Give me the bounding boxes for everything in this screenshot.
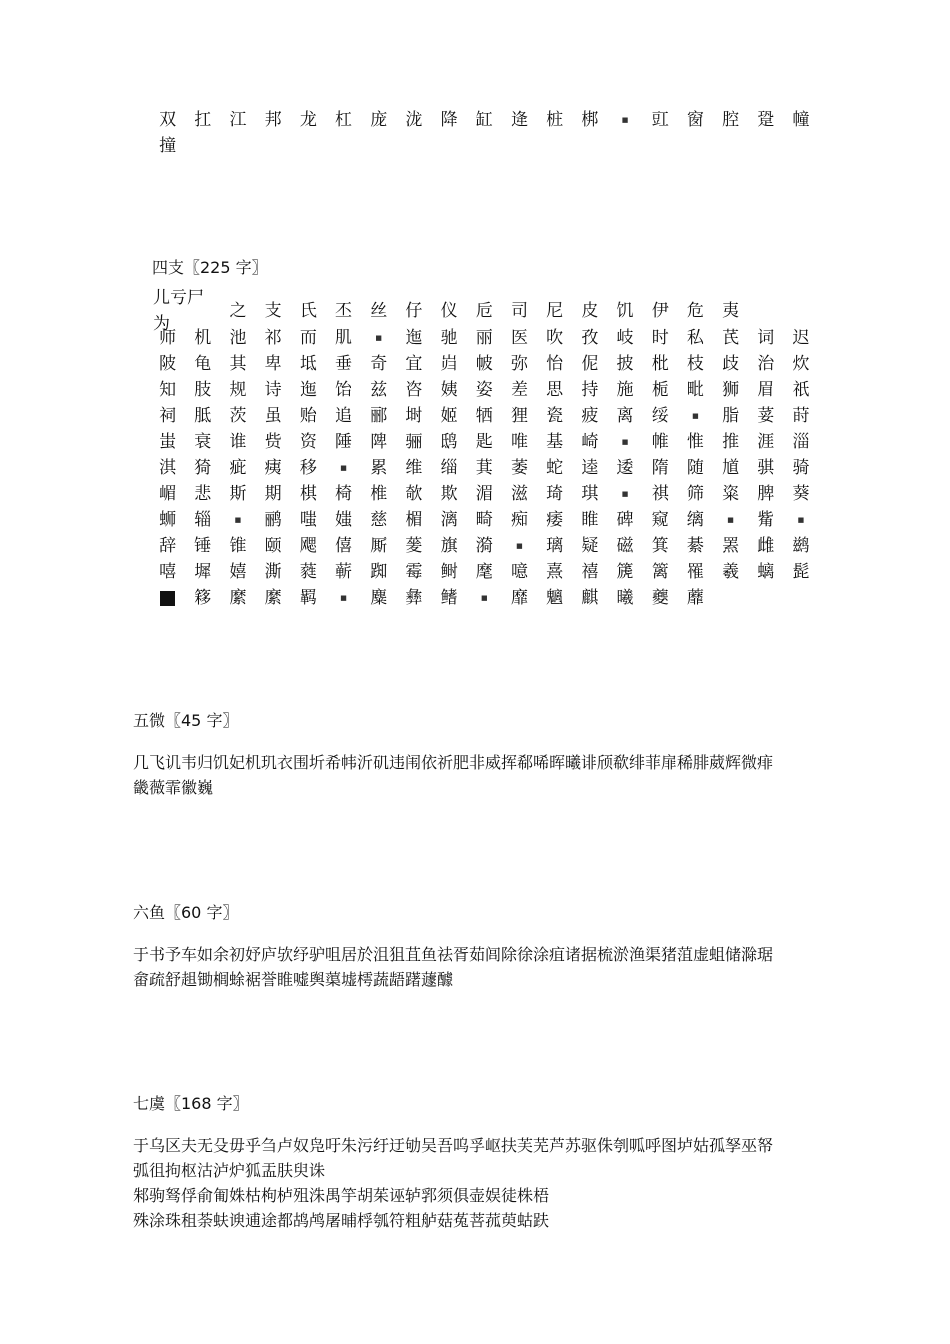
char-cell: 窥: [651, 510, 669, 530]
section4-heading: 四支〖225 字〗: [152, 258, 268, 277]
char-cell: 羁: [299, 588, 317, 608]
char-cell: 祁: [264, 328, 282, 348]
char-cell: ■: [516, 542, 523, 550]
char-cell: 蕤: [299, 562, 317, 582]
char-cell: 降: [440, 110, 458, 130]
char-cell: 肢: [194, 380, 212, 400]
char-cell: 欹: [405, 484, 423, 504]
char-cell: 蕲: [335, 562, 353, 582]
char-cell: 蚩: [159, 432, 177, 452]
char-cell: 媸: [335, 510, 353, 530]
char-cell: 维: [405, 458, 423, 478]
char-cell: 鳍: [440, 588, 458, 608]
char-cell: 琦: [546, 484, 564, 504]
char-cell: 缁: [440, 458, 458, 478]
char-cell: 泷: [405, 110, 423, 130]
char-cell: ■: [621, 490, 629, 498]
char-cell: 缡: [686, 510, 704, 530]
char-cell: 僖: [335, 536, 353, 556]
char-cell: 其: [229, 354, 247, 374]
char-cell: 祺: [651, 484, 669, 504]
char-cell: 弥: [510, 354, 528, 374]
section4-row: [150, 481, 819, 507]
char-cell: 扛: [194, 110, 212, 130]
char-cell: 縻: [229, 588, 247, 608]
char-cell: 祇: [792, 380, 810, 400]
char-cell: 杠: [335, 110, 353, 130]
char-cell: 谁: [229, 432, 247, 452]
char-cell: 皮: [581, 301, 599, 321]
char-cell: 嵋: [159, 484, 177, 504]
char-cell: 羲: [722, 562, 740, 582]
char-cell: 夔: [651, 588, 669, 608]
char-cell: 辞: [159, 536, 177, 556]
char-cell: ■: [375, 334, 383, 342]
char-cell: 魑: [546, 588, 564, 608]
char-cell: 飔: [299, 536, 317, 556]
char-cell: 碑: [616, 510, 634, 530]
char-cell: 麒: [581, 588, 599, 608]
char-cell: 祠: [159, 406, 177, 426]
char-cell: 嗤: [299, 510, 317, 530]
char-cell: 眉: [757, 380, 775, 400]
char-cell: 尼: [546, 301, 564, 321]
section7-line-4: 殊涂珠租荼蚨谀逋途都鸪鸬屠晡桴瓠符粗舻菇菟菩菰萸蛄趺: [133, 1211, 550, 1230]
char-cell: 漪: [475, 536, 493, 556]
char-cell: 期: [264, 484, 282, 504]
char-cell: 姿: [475, 380, 493, 400]
char-cell: 吹: [546, 328, 564, 348]
char-cell: 蓌: [405, 536, 423, 556]
char-cell: 岿: [440, 354, 458, 374]
section7-heading: 七虞〖168 字〗: [133, 1094, 249, 1113]
char-cell: 欺: [440, 484, 458, 504]
char-cell: 豇: [651, 110, 669, 130]
section5-paragraph: [133, 750, 823, 800]
char-cell: 栀: [651, 380, 669, 400]
char-cell: 蛳: [159, 510, 177, 530]
char-cell: 瓷: [546, 406, 564, 426]
char-cell: 诗: [264, 380, 282, 400]
char-cell: 披: [616, 354, 634, 374]
char-cell: 鹂: [264, 510, 282, 530]
char-cell: 支: [264, 301, 282, 321]
char-cell: 迤: [299, 380, 317, 400]
char-cell: 枇: [651, 354, 669, 374]
char-cell: 疲: [581, 406, 599, 426]
char-cell: 骐: [757, 458, 775, 478]
char-cell: 迟: [792, 328, 810, 348]
char-cell: 施: [616, 380, 634, 400]
char-cell: 规: [229, 380, 247, 400]
char-cell: 梆: [581, 110, 599, 130]
char-cell: 觜: [757, 510, 775, 530]
char-cell: 狮: [722, 380, 740, 400]
char-cell: 锥: [229, 536, 247, 556]
char-cell: 垂: [335, 354, 353, 374]
char-cell: 綦: [686, 536, 704, 556]
char-cell: 斯: [229, 484, 247, 504]
char-cell: 之: [229, 301, 247, 321]
char-cell: 累: [370, 458, 388, 478]
section4-grid: [150, 288, 819, 611]
section4-row: [150, 559, 819, 585]
char-cell: 腔: [722, 110, 740, 130]
char-cell: 馗: [722, 458, 740, 478]
char-cell: 畸: [475, 510, 493, 530]
char-cell: 陲: [335, 432, 353, 452]
char-cell: 机: [194, 328, 212, 348]
char-cell: 姨: [440, 380, 458, 400]
char-cell: 仔: [405, 301, 423, 321]
char-cell: 逄: [510, 110, 528, 130]
char-cell: 髭: [792, 562, 810, 582]
char-cell: 追: [335, 406, 353, 426]
char-cell: 踟: [370, 562, 388, 582]
section4-row: [150, 455, 819, 481]
section4-row: [150, 585, 819, 611]
char-cell: 胝: [194, 406, 212, 426]
char-cell: 随: [686, 458, 704, 478]
char-cell: 陴: [370, 432, 388, 452]
char-cell: 贻: [299, 406, 317, 426]
char-cell: 医: [510, 328, 528, 348]
char-cell: 篱: [651, 562, 669, 582]
char-cell: 隋: [651, 458, 669, 478]
char-cell: 荽: [757, 406, 775, 426]
section3-row-2: [150, 133, 819, 159]
char-cell: 夷: [722, 301, 740, 321]
char-cell: 毗: [686, 380, 704, 400]
section4-row: [150, 288, 819, 334]
char-cell: 彝: [405, 588, 423, 608]
char-cell: 兹: [370, 380, 388, 400]
char-cell: 芪: [722, 328, 740, 348]
char-cell: 丕: [335, 301, 353, 321]
char-cell: 姬: [440, 406, 458, 426]
char-cell: ■: [692, 412, 699, 420]
char-cell: 卑: [264, 354, 282, 374]
section6-heading: 六鱼〖60 字〗: [133, 903, 239, 922]
char-cell: 危: [686, 301, 704, 321]
char-cell: 邦: [264, 110, 282, 130]
char-cell: 撞: [159, 136, 177, 156]
char-cell: 肌: [335, 328, 353, 348]
char-cell: 咨: [405, 380, 423, 400]
char-cell: 雌: [757, 536, 775, 556]
char-cell: 蘼: [686, 588, 704, 608]
char-cell: 悲: [194, 484, 212, 504]
char-cell: 淇: [159, 458, 177, 478]
char-cell: 郦: [370, 406, 388, 426]
char-cell: 惟: [686, 432, 704, 452]
char-cell: 蛇: [546, 458, 564, 478]
char-cell: 司: [510, 301, 528, 321]
char-cell: 痴: [510, 510, 528, 530]
char-cell: 离: [616, 406, 634, 426]
char-cell: 骑: [792, 458, 810, 478]
char-cell: 萁: [475, 458, 493, 478]
char-cell: 萎: [510, 458, 528, 478]
section7-line-1: 于乌区夫无殳毋乎刍卢奴凫吁朱污纡迂劬吴吾呜孚岖扶芙芜芦苏驱侏刳呱呼图垆姑孤孥巫帑: [133, 1136, 774, 1155]
char-cell: 琪: [581, 484, 599, 504]
section4-row: [150, 533, 819, 559]
char-cell: 漓: [440, 510, 458, 530]
char-cell: 骊: [405, 432, 423, 452]
char-cell: 疵: [229, 458, 247, 478]
section4-row: [150, 403, 819, 429]
char-cell: 唯: [510, 432, 528, 452]
section7-line-2: 弧徂拘枢沽泸炉狐盂肤臾诛: [133, 1161, 326, 1180]
char-cell: 湄: [475, 484, 493, 504]
char-cell: 幢: [792, 110, 810, 130]
char-cell: 时: [651, 328, 669, 348]
char-cell: 禧: [581, 562, 599, 582]
char-cell: 鹚: [792, 536, 810, 556]
char-cell: 椎: [370, 484, 388, 504]
char-cell: 痿: [546, 510, 564, 530]
char-cell: ■: [621, 116, 629, 124]
char-cell: 虽: [264, 406, 282, 426]
char-cell: 跫: [757, 110, 775, 130]
section6-line-2: 畲疏舒趄锄榈蜍裾誉睢嘘舆蕖墟樗蔬龉躇蘧醵: [133, 970, 454, 989]
char-cell: 仪: [440, 301, 458, 321]
section4-row: [150, 507, 819, 533]
char-cell: 怡: [546, 354, 564, 374]
char-cell: 痍: [264, 458, 282, 478]
char-cell: ■: [727, 516, 734, 524]
char-cell: ■: [480, 594, 488, 602]
char-cell: 鸱: [440, 432, 458, 452]
char-cell: 移: [299, 458, 317, 478]
char-cell: 嘻: [159, 562, 177, 582]
section5-line-2: 畿薇霏徽巍: [133, 778, 214, 797]
section3-grid: [150, 107, 819, 159]
section4-row: [150, 325, 819, 351]
char-cell: 饴: [335, 380, 353, 400]
char-cell: 旗: [440, 536, 458, 556]
char-cell: 璃: [546, 536, 564, 556]
char-cell: 师: [159, 328, 177, 348]
char-cell: 辎: [194, 510, 212, 530]
char-cell: 慈: [370, 510, 388, 530]
char-cell: 陂: [159, 354, 177, 374]
char-cell: 奇: [370, 354, 388, 374]
char-cell: 伲: [581, 354, 599, 374]
char-cell: 歧: [722, 354, 740, 374]
char-cell: 噫: [510, 562, 528, 582]
section5-heading: 五微〖45 字〗: [133, 711, 239, 730]
char-cell: 霉: [405, 562, 423, 582]
char-cell: 罹: [686, 562, 704, 582]
char-cell: 丝: [370, 301, 388, 321]
char-cell: 縻: [264, 588, 282, 608]
char-cell: 江: [229, 110, 247, 130]
char-cell: 差: [510, 380, 528, 400]
char-cell: 推: [722, 432, 740, 452]
char-cell: 枝: [686, 354, 704, 374]
char-cell: 楣: [405, 510, 423, 530]
char-cell: 鲥: [440, 562, 458, 582]
char-cell: 宜: [405, 354, 423, 374]
char-cell: 炊: [792, 354, 810, 374]
char-cell: 双: [159, 110, 177, 130]
section7-line-3: 邾驹驽俘俞匍姝枯枸栌殂洙禺竽胡茱诬轳郛须俱壶娱徒株梧: [133, 1186, 550, 1205]
char-cell: 锤: [194, 536, 212, 556]
section5-line-1: 几飞讥韦归饥妃机玑衣围圻希帏沂矶违闱依祈肥非威挥郗唏晖曦诽颀欷绯菲扉稀腓葳辉微痱: [133, 753, 774, 772]
char-cell: 氏: [299, 301, 317, 321]
char-cell: 逵: [581, 458, 599, 478]
char-cell: 岐: [616, 328, 634, 348]
char-cell: 滋: [510, 484, 528, 504]
char-cell: 饥: [616, 301, 634, 321]
char-cell: 螭: [757, 562, 775, 582]
char-cell: 衰: [194, 432, 212, 452]
char-cell: 基: [546, 432, 564, 452]
char-cell: 私: [686, 328, 704, 348]
char-cell: 治: [757, 354, 775, 374]
section3-row-1: [150, 107, 819, 133]
char-cell: 持: [581, 380, 599, 400]
char-cell: 词: [757, 328, 775, 348]
char-cell: ■: [621, 438, 629, 446]
section7-paragraph: [133, 1133, 823, 1233]
char-cell: 狸: [510, 406, 528, 426]
char-cell: 箕: [651, 536, 669, 556]
char-cell: 庞: [370, 110, 388, 130]
section4-row: [150, 429, 819, 455]
char-cell: 孜: [581, 328, 599, 348]
char-cell: 椅: [335, 484, 353, 504]
char-cell: 绥: [651, 406, 669, 426]
char-cell: 淄: [792, 432, 810, 452]
char-cell: 莳: [792, 406, 810, 426]
char-cell: 缸: [475, 110, 493, 130]
char-cell: 篪: [616, 562, 634, 582]
char-cell: 曦: [616, 588, 634, 608]
char-cell: 麾: [475, 562, 493, 582]
char-cell: 龙: [299, 110, 317, 130]
char-cell: 磁: [616, 536, 634, 556]
section6-line-1: 于书予车如余初妤庐欤纾驴咀居於沮狙苴鱼祛胥茹闾除徐涂疽诸据梳淤渔渠猪菹虚蛆储滁琚: [133, 945, 774, 964]
char-cell: 茨: [229, 406, 247, 426]
char-cell: 崎: [581, 432, 599, 452]
char-cell: 资: [299, 432, 317, 452]
section6-paragraph: [133, 942, 823, 992]
char-cell: 思: [546, 380, 564, 400]
char-cell: 逶: [616, 458, 634, 478]
char-cell: 麋: [370, 588, 388, 608]
char-cell: 坻: [299, 354, 317, 374]
char-cell: 罴: [722, 536, 740, 556]
char-cell: 厮: [370, 536, 388, 556]
char-cell: ■: [340, 594, 347, 602]
char-cell: 脂: [722, 406, 740, 426]
section4-row: [150, 377, 819, 403]
char-cell: ■: [797, 516, 805, 524]
char-cell: ■: [234, 516, 242, 524]
char-cell: 埘: [405, 406, 423, 426]
char-cell: 靡: [510, 588, 528, 608]
section4-row: [150, 351, 819, 377]
char-cell: 嬉: [229, 562, 247, 582]
char-cell: 迤: [405, 328, 423, 348]
char-cell: 睢: [581, 510, 599, 530]
char-cell: 疑: [581, 536, 599, 556]
char-cell: 龟: [194, 354, 212, 374]
char-cell: 驰: [440, 328, 458, 348]
char-cell: 伊: [651, 301, 669, 321]
char-cell: 池: [229, 328, 247, 348]
char-cell: 赀: [264, 432, 282, 452]
char-cell: 猗: [194, 458, 212, 478]
char-cell: 簃: [194, 588, 212, 608]
char-cell: 而: [299, 328, 317, 348]
char-cell: 匙: [475, 432, 493, 452]
char-cell: 颐: [264, 536, 282, 556]
char-cell: 葵: [792, 484, 810, 504]
char-cell: ■: [340, 464, 347, 472]
char-cell: 澌: [264, 562, 282, 582]
char-cell: 牺: [475, 406, 493, 426]
char-cell: 帔: [475, 354, 493, 374]
char-cell: 帷: [651, 432, 669, 452]
filled-block-glyph: [150, 585, 185, 611]
char-cell: 筛: [686, 484, 704, 504]
char-cell: 棋: [299, 484, 317, 504]
char-cell: 涯: [757, 432, 775, 452]
char-cell: 桩: [546, 110, 564, 130]
char-cell: 脾: [757, 484, 775, 504]
char-cell: 儿亏尸为: [153, 288, 204, 334]
char-cell: 熹: [546, 562, 564, 582]
char-cell: 知: [159, 380, 177, 400]
block-mark: [160, 591, 175, 606]
char-cell: 卮: [475, 301, 493, 321]
char-cell: 墀: [194, 562, 212, 582]
char-cell: 窗: [686, 110, 704, 130]
char-cell: 粢: [722, 484, 740, 504]
char-cell: 丽: [475, 328, 493, 348]
